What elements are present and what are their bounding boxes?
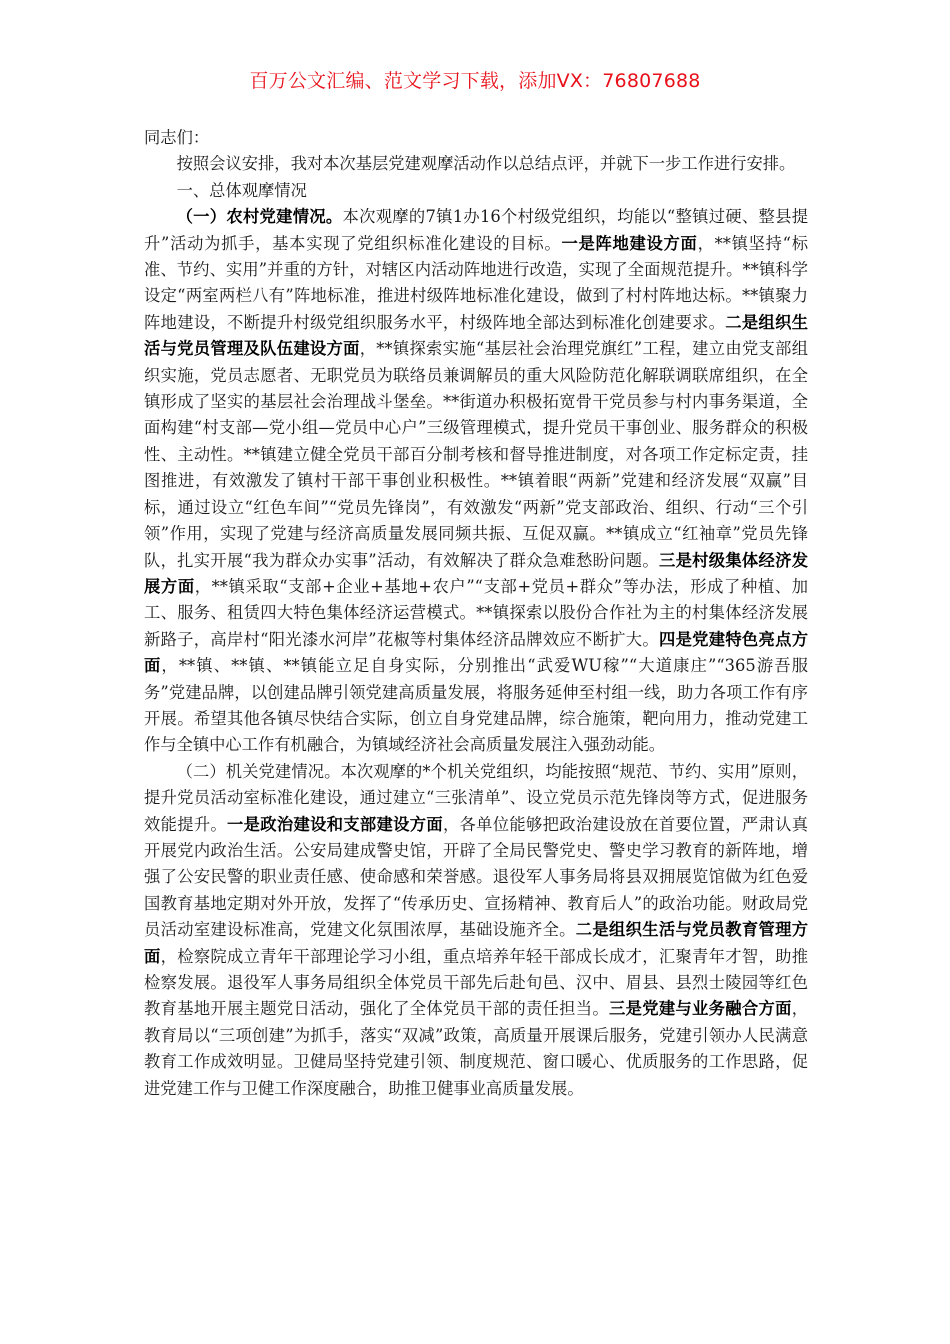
bold-point: 四是党建特色亮点方面: [144, 629, 808, 676]
bold-point: 二是组织生活与党员教育管理方面: [144, 920, 808, 966]
paragraph-agency-party-building: [144, 759, 808, 1102]
paragraph-text: ，**镇、**镇、**镇能立足自身实际，分别推出“武爱WU稼”“大道康庄”“365游吾服务”党建品牌，以创建品牌引领党建高质量发展，将服务延伸至村组一线，助力各项工作有序开展。希望其他各镇尽快结合实际，创立自身党建品牌，综合施策，靶向用力，推动党建工作与全镇中心工作有机融合，为镇域经济社会高质量发展注入强劲动能。: [144, 656, 808, 755]
paragraph-text: ，教育局以“三项创建”为抓手，落实“双减”政策，高质量开展课后服务，党建引领办人民满意教育工作成效明显。卫健局坚持党建引领、制度规范、窗口暖心、优质服务的工作思路，促进党建工作与卫健工作深度融合，助推卫健事业高质量发展。: [144, 999, 808, 1098]
paragraph-text: ，**镇采取“支部+企业+基地+农户”“支部+党员+群众”等办法，形成了种植、加工、服务、租赁四大特色集体经济运营模式。**镇探索以股份合作社为主的村集体经济发展新路子，高岸村“阳光漆水河岸”花椒等村集体经济品牌效应不断扩大。: [144, 576, 808, 649]
paragraph-heading: （二）机关党建情况。: [176, 761, 341, 781]
paragraph-text: ，**镇坚持“标准、节约、实用”并重的方针，对辖区内活动阵地进行改造，实现了全面规范提升。**镇科学设定“两室两栏八有”阵地标准，推进村级阵地标准化建设，做到了村村阵地达标。**镇聚力阵地建设，不断提升村级党组织服务水平，村级阵地全部达到标准化创建要求。: [144, 233, 808, 332]
paragraph-text: ，检察院成立青年干部理论学习小组，重点培养年轻干部成长成才，汇聚青年才智，助推检察发展。退役军人事务局组织全体党员干部先后赴旬邑、汉中、眉县、县烈士陵园等红色教育基地开展主题党日活动，强化了全体党员干部的责任担当。: [144, 946, 808, 1019]
section-heading: 一、总体观摩情况: [176, 180, 307, 200]
header-banner: 百万公文汇编、范文学习下载，添加VX：76807688: [249, 70, 701, 92]
bold-point: 二是组织生活与党员管理及队伍建设方面: [144, 312, 808, 359]
intro-paragraph: 按照会议安排，我对本次基层党建观摩活动作以总结点评，并就下一步工作进行安排。: [176, 154, 796, 174]
paragraph-text: ，**镇探索实施“基层社会治理党旗红”工程，建立由党支部组织实施，党员志愿者、无职党员为联络员兼调解员的重大风险防范化解联调联席组织，在全镇形成了坚实的基层社会治理战斗堡垒。**街道办积极拓宽骨干党员参与村内事务渠道，全面构建“村支部—党小组—党员中心户”三级管理模式，提升党员干事创业、服务群众的积极性、主动性。**镇建立健全党员干部百分制考核和督导推进制度，对各项工作定标定责，挂图推进，有效激发了镇村干部干事创业积极性。**镇着眼“两新”党建和经济发展“双赢”目标，通过设立“红色车间”“党员先锋岗”，有效激发“两新”党支部政治、组织、行动“三个引领”作用，实现了党建与经济高质量发展同频共振、互促双赢。**镇成立“红袖章”党员先锋队，扎实开展“我为群众办实事”活动，有效解决了群众急难愁盼问题。: [144, 339, 808, 570]
bold-point: 三是党建与业务融合方面: [609, 999, 792, 1019]
paragraph-text: 本次观摩的*个机关党组织，均能按照“规范、节约、实用”原则，提升党员活动室标准化建设，通过建立“三张清单”、设立党员示范先锋岗等方式，促进服务效能提升。: [144, 761, 808, 834]
paragraph-heading: （一）农村党建情况。: [176, 207, 343, 227]
salutation: 同志们：: [144, 128, 210, 147]
paragraph-text: 本次观摩的7镇1办16个村级党组织，均能以“整镇过硬、整县提升”活动为抓手，基本实现了党组织标准化建设的目标。: [144, 207, 808, 253]
bold-point: 一是阵地建设方面: [561, 233, 698, 253]
bold-point: 一是政治建设和支部建设方面: [227, 814, 443, 834]
paragraph-text: ，各单位能够把政治建设放在首要位置，严肃认真开展党内政治生活。公安局建成警史馆，开辟了全局民警党史、警史学习教育的新阵地，增强了公安民警的职业责任感、使命感和荣誉感。退役军人事务局将县双拥展览馆做为红色爱国教育基地定期对外开放，发挥了“传承历史、宣扬精神、教育后人”的政治功能。财政局党员活动室建设标准高，党建文化氛围浓厚，基础设施齐全。: [144, 814, 808, 940]
bold-point: 三是村级集体经济发展方面: [144, 550, 808, 596]
paragraph-rural-party-building: [144, 204, 808, 759]
document-body: [144, 125, 808, 1102]
